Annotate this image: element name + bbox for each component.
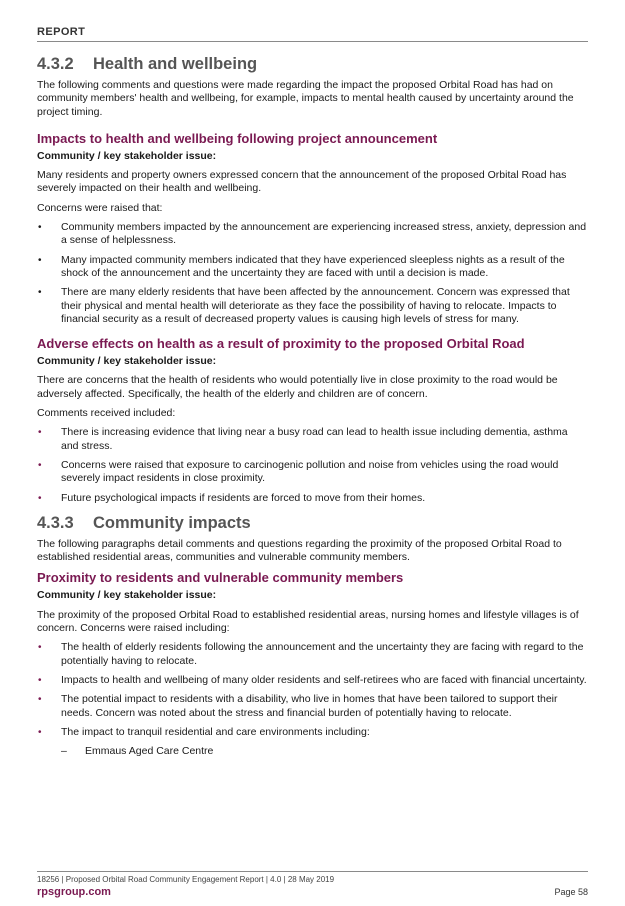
page-footer [37,871,588,898]
bullet-icon: • [38,254,42,266]
section-number: 4.3.2 [37,55,74,73]
list-item: • Impacts to health and wellbeing of many older residents and self-retirees who are faced with financial uncertainty. [38,673,587,686]
list-item: • There are many elderly residents that have been affected by the announcement. Concern was expressed that their physical and mental health will deteriorate as they face the possibility of having to relocate. Impacts to financial security as a result of decreased property values is causing high levels of stress for many. [38,286,570,325]
paragraph: Many residents and property owners expressed concern that the announcement of the proposed Orbital Road has severely impacted on their health and wellbeing. [37,169,567,195]
bullet-icon: • [38,642,42,654]
bullet-icon: • [38,492,42,504]
list-item: • The health of elderly residents following the announcement and the uncertainty they are facing with regard to the potentially having to relocate. [38,641,584,667]
list-item: • The impact to tranquil residential and care environments including: [38,725,370,738]
document-reference: 18256 | Proposed Orbital Road Community Engagement Report | 4.0 | 28 May 2019 [37,875,335,884]
issue-label: Community / key stakeholder issue: [37,589,217,602]
paragraph: Comments received included: [37,407,176,420]
bullet-icon: • [38,427,42,439]
sub-list [37,745,588,758]
section-intro: The following paragraphs detail comments and questions regarding the proximity of the proposed Orbital Road to established residential areas, communities and vulnerable community members. [37,537,562,564]
issue-label: Community / key stakeholder issue: [37,355,217,368]
bullet-icon: • [38,674,42,686]
website-link[interactable]: rpsgroup.com [37,886,111,898]
report-label: REPORT [37,26,86,38]
bullet-list [37,221,588,326]
page-number: Page 58 [554,887,588,897]
bullet-icon: • [38,694,42,706]
bullet-icon: • [38,726,42,738]
bullet-icon: • [38,287,42,299]
section-intro: The following comments and questions were made regarding the impact the proposed Orbital Road has had on community members' health and wellbeing, for example, impacts to mental health caused by uncertainty around the project timing. [37,79,574,118]
list-item: • There is increasing evidence that living near a busy road can lead to health issue including dementia, asthma and stress. [38,426,568,452]
section-number: 4.3.3 [37,513,74,532]
running-header [37,26,588,42]
list-item: • Future psychological impacts if residents are forced to move from their homes. [38,491,426,504]
list-item: • Concerns were raised that exposure to carcinogenic pollution and noise from vehicles using the road would severely impact residents in close proximity. [38,458,559,485]
issue-label: Community / key stakeholder issue: [37,149,217,162]
subheading-proximity: Proximity to residents and vulnerable community members [37,570,404,586]
paragraph: The proximity of the proposed Orbital Road to established residential areas, nursing homes and lifestyle villages is of concern. Concerns were raised including: [37,608,579,635]
paragraph: There are concerns that the health of residents who would potentially live in close proximity to the road would be adversely affected. Specifically, the health of the elderly and children are of concern. [37,374,558,400]
list-item: • The potential impact to residents with a disability, who live in homes that have been tailored to support their needs. Concern was noted about the stress and financial burden of potentially having to relocate. [38,693,558,719]
section-title: Community impacts [93,513,251,532]
bullet-list [37,426,588,504]
section-heading-4-3-3 [37,511,588,535]
bullet-icon: • [38,459,42,471]
page-content [37,52,588,758]
section-title: Health and wellbeing [93,55,258,73]
bullet-list [37,641,588,739]
sub-list-item: – Emmaus Aged Care Centre [61,745,214,758]
bullet-icon: • [38,222,42,234]
subheading-impacts-announcement: Impacts to health and wellbeing following project announcement [37,130,438,146]
section-heading-4-3-2 [37,52,588,76]
paragraph: Concerns were raised that: [37,201,163,214]
dash-icon: – [61,745,67,758]
list-item: • Community members impacted by the announcement are experiencing increased stress, anxiety, depression and a sense of helplessness. [38,221,587,247]
list-item: • Many impacted community members indicated that they have experienced sleepless nights as a result of the shock of the announcement and the uncertainty they are faced with until a decision is made. [38,253,565,279]
subheading-adverse-effects: Adverse effects on health as a result of proximity to the proposed Orbital Road [37,336,525,352]
